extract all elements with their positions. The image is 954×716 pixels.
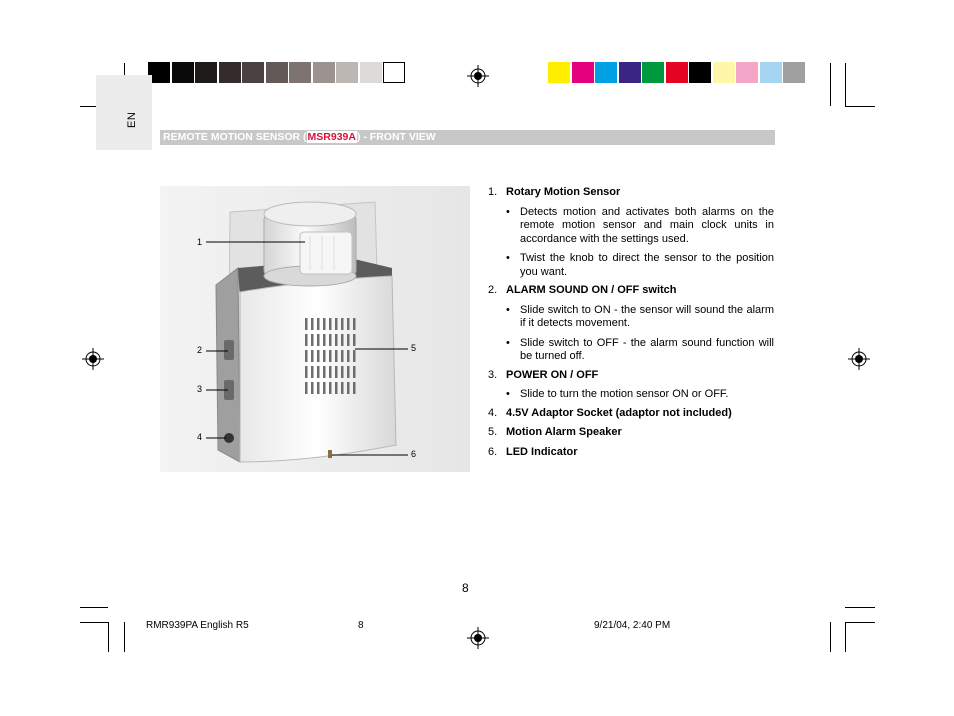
registration-mark-bottom-icon (467, 627, 489, 649)
section-title-prefix: REMOTE MOTION SENSOR ( (163, 131, 307, 143)
gray-swatch (219, 62, 241, 83)
feature-bullet (484, 304, 774, 331)
feature-title: Motion Alarm Speaker (506, 426, 622, 438)
registration-mark-top-icon (467, 65, 489, 87)
page-number: 8 (462, 581, 469, 595)
feature-number: 4. (488, 406, 498, 419)
feature-title: LED Indicator (506, 445, 578, 458)
model-number: MSR939A (307, 131, 356, 143)
color-swatch (760, 62, 782, 83)
gray-swatch (266, 62, 288, 83)
feature-number: 3. (488, 368, 498, 381)
speaker-grille (305, 318, 356, 394)
bullet-icon: • (506, 205, 510, 218)
feature-number: 2. (488, 284, 498, 296)
callout-6: 6 (411, 449, 417, 459)
sensor-front-view-illustration (160, 180, 470, 480)
feature-bullet (484, 337, 774, 364)
feature-number: 6. (488, 445, 498, 458)
feature-title: ALARM SOUND ON / OFF switch (506, 284, 677, 296)
alarm-sound-switch (224, 340, 234, 360)
feature-item (484, 369, 774, 383)
color-swatch (595, 62, 617, 83)
color-swatch (713, 62, 735, 83)
bullet-text: Slide switch to ON - the sensor will sound the alarm if it detects movement. (520, 303, 774, 329)
callout-3: 3 (197, 384, 203, 394)
color-swatch (689, 62, 711, 83)
feature-number: 5. (488, 426, 498, 438)
section-title-suffix: ) - FRONT VIEW (356, 131, 436, 143)
gray-swatch (289, 62, 311, 83)
gray-swatch (383, 62, 405, 83)
gray-swatch (313, 62, 335, 83)
led-indicator (328, 450, 332, 458)
gray-swatch (242, 62, 264, 83)
bullet-icon: • (506, 336, 510, 349)
feature-title: POWER ON / OFF (506, 368, 599, 381)
bullet-text: Slide switch to OFF - the alarm sound function will be turned off. (520, 336, 774, 362)
color-swatch (619, 62, 641, 83)
color-swatch (666, 62, 688, 83)
language-tab (96, 75, 152, 150)
color-swatch (783, 62, 805, 83)
feature-title: Rotary Motion Sensor (506, 186, 621, 198)
bullet-text: Twist the knob to direct the sensor to the position you want. (520, 252, 774, 278)
feature-item (484, 426, 774, 440)
footer-page: 8 (358, 620, 364, 631)
gray-swatch (195, 62, 217, 83)
feature-number: 1. (488, 186, 498, 198)
feature-bullet (484, 388, 774, 402)
color-swatch (548, 62, 570, 83)
callout-2: 2 (197, 345, 203, 355)
feature-item (484, 186, 774, 200)
gray-swatch (360, 62, 382, 83)
bullet-text: Slide to turn the motion sensor ON or OFF. (520, 388, 729, 400)
bullet-text: Detects motion and activates both alarms on the remote motion sensor and main clock units in accordance with the settings used. (520, 205, 774, 245)
callout-5: 5 (411, 343, 417, 353)
gray-swatch (336, 62, 358, 83)
footer-date: 9/21/04, 2:40 PM (594, 620, 671, 631)
color-swatch (642, 62, 664, 83)
callout-4: 4 (197, 432, 203, 442)
feature-item (484, 446, 774, 460)
feature-item (484, 284, 774, 298)
registration-mark-left-icon (82, 348, 104, 370)
feature-bullet (484, 252, 774, 279)
color-swatch (572, 62, 594, 83)
bullet-icon: • (506, 252, 510, 264)
footer-doc-name: RMR939PA English R5 (146, 620, 249, 631)
feature-list (484, 186, 774, 465)
bullet-icon: • (506, 303, 510, 316)
language-label: EN (126, 111, 138, 128)
section-title (163, 131, 436, 143)
color-swatch (736, 62, 758, 83)
registration-mark-right-icon (848, 348, 870, 370)
bullet-icon: • (506, 388, 510, 400)
feature-title: 4.5V Adaptor Socket (adaptor not included) (506, 406, 732, 419)
gray-swatch (172, 62, 194, 83)
callout-1: 1 (197, 237, 203, 247)
feature-bullet (484, 206, 774, 247)
feature-item (484, 407, 774, 421)
